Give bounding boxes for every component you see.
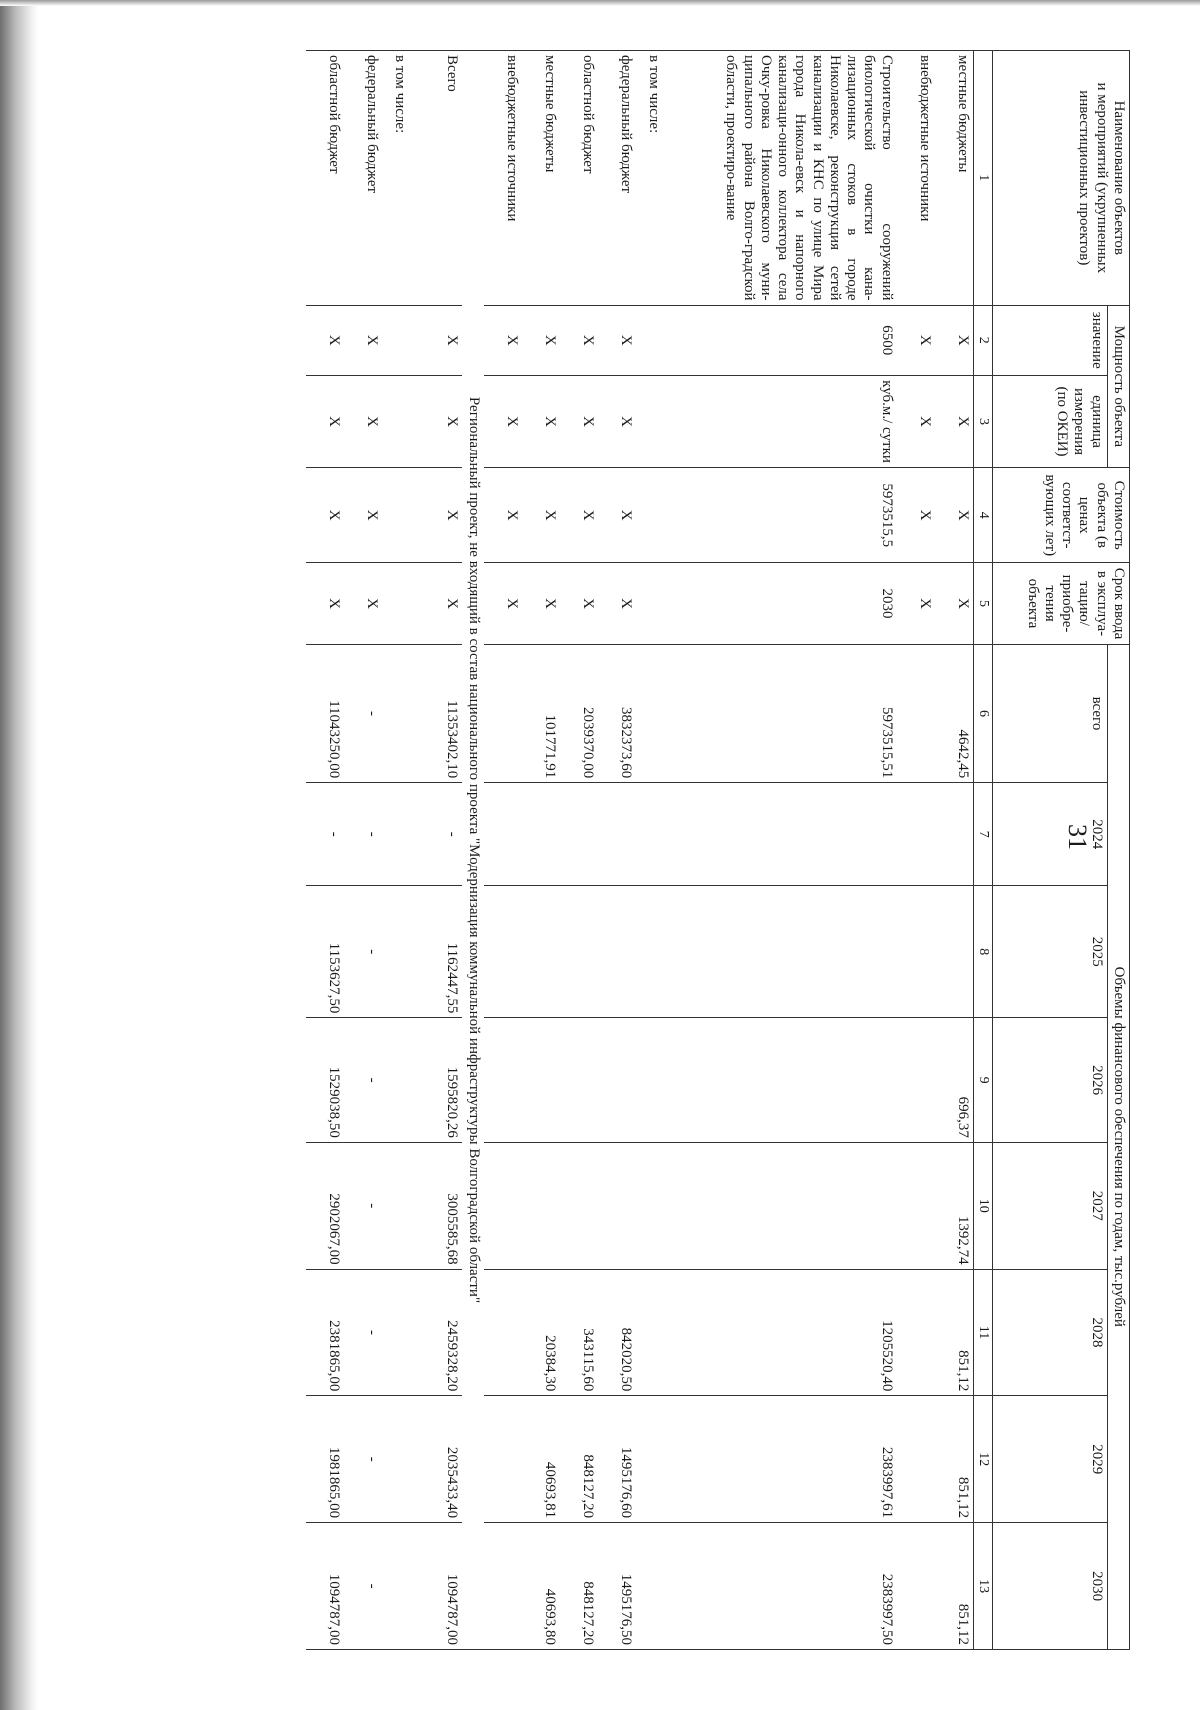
row-y2024 — [560, 783, 598, 886]
row-y2028: 851,12 — [935, 1269, 974, 1396]
row-y2026 — [598, 1018, 636, 1143]
row-name: местные бюджеты — [935, 51, 974, 306]
in-that-number-row — [382, 51, 414, 1650]
row-y2027: - — [344, 1142, 382, 1269]
total-y2028: 2459328,20 — [414, 1269, 462, 1396]
in-that-number-label: в том числе: — [636, 51, 668, 306]
total-y2024: - — [414, 783, 462, 886]
row-y2026: 696,37 — [935, 1018, 974, 1143]
total-name: Всего — [414, 51, 462, 306]
row-capacity-unit: X — [484, 375, 522, 467]
row-y2030 — [484, 1523, 522, 1650]
rotated-table-container — [140, 50, 1130, 1710]
row-y2024 — [897, 783, 935, 886]
row-y2030: - — [344, 1523, 382, 1650]
table-body — [306, 51, 973, 1650]
header-volumes: Объемы финансового обеспечения по годам, тыс.рублей — [1107, 644, 1129, 1649]
row-term: X — [484, 563, 522, 644]
table-row — [897, 51, 935, 1650]
row-y2029 — [897, 1396, 935, 1523]
row-y2030: 848127,20 — [560, 1523, 598, 1650]
row-y2027 — [522, 1142, 560, 1269]
row-y2028: 343115,60 — [560, 1269, 598, 1396]
row-y2026: 1529038,50 — [306, 1018, 344, 1143]
project-y2027 — [668, 1142, 897, 1269]
row-y2028: - — [344, 1269, 382, 1396]
row-name: местные бюджеты — [522, 51, 560, 306]
row-name: внебюджетные источники — [484, 51, 522, 306]
project-name: Строительство сооружений биологической очистки кана-лизационных стоков в городе Николаевске, реконструкция сетей канализации и КНС по улице Мира города Никола-евск и напорного канализаци-онного коллектора села Очку-ровка Николаевского муни-ципального района Волго-градской области, проектиро-вание — [668, 51, 897, 306]
row-capacity-unit: X — [935, 375, 974, 467]
table-row — [484, 51, 522, 1650]
row-total: 4642,45 — [935, 644, 974, 783]
row-capacity-value: X — [484, 305, 522, 375]
header-name-line2: и мероприятий (укрупненных инвестиционных проектов) — [1076, 82, 1110, 274]
in-that-number-label: в том числе: — [382, 51, 414, 306]
project-y2025 — [668, 886, 897, 1018]
table-row — [522, 51, 560, 1650]
project-capacity-unit: куб.м./ сутки — [668, 375, 897, 467]
row-y2027 — [598, 1142, 636, 1269]
row-y2029: 40693,81 — [522, 1396, 560, 1523]
total-y2025: 1162447,55 — [414, 886, 462, 1018]
total-y2030: 1094787,00 — [414, 1523, 462, 1650]
row-y2024 — [484, 783, 522, 886]
row-y2027 — [484, 1142, 522, 1269]
row-term: X — [522, 563, 560, 644]
row-capacity-value: X — [306, 305, 344, 375]
row-name: областной бюджет — [560, 51, 598, 306]
column-number: 12 — [973, 1396, 992, 1523]
column-number: 13 — [973, 1523, 992, 1650]
row-term: X — [935, 563, 974, 644]
column-number: 9 — [973, 1018, 992, 1143]
total-capacity-value: X — [414, 305, 462, 375]
row-y2028: 842020,50 — [598, 1269, 636, 1396]
row-total: 101771,91 — [522, 644, 560, 783]
row-capacity-value: X — [598, 305, 636, 375]
row-y2026 — [897, 1018, 935, 1143]
row-total — [897, 644, 935, 783]
total-term: X — [414, 563, 462, 644]
row-term: X — [560, 563, 598, 644]
row-y2024 — [935, 783, 974, 886]
scan-edge-shadow — [0, 0, 38, 1710]
total-capacity-unit: X — [414, 375, 462, 467]
row-y2030: 1094787,00 — [306, 1523, 344, 1650]
header-year: 2026 — [992, 1018, 1107, 1143]
column-number: 1 — [973, 51, 992, 306]
row-total: 2039370,00 — [560, 644, 598, 783]
row-y2028 — [484, 1269, 522, 1396]
table-row — [306, 51, 344, 1650]
row-name: областной бюджет — [306, 51, 344, 306]
row-y2025 — [560, 886, 598, 1018]
row-y2026 — [522, 1018, 560, 1143]
row-capacity-value: X — [935, 305, 974, 375]
row-cost: X — [560, 468, 598, 563]
row-y2030: 1495176,50 — [598, 1523, 636, 1650]
table-header — [973, 51, 1129, 1650]
regional-project-row — [462, 51, 483, 1650]
row-y2027 — [560, 1142, 598, 1269]
row-y2025 — [935, 886, 974, 1018]
project-y2028: 1205520,40 — [668, 1269, 897, 1396]
table-row — [598, 51, 636, 1650]
row-capacity-value: X — [560, 305, 598, 375]
row-y2029: - — [344, 1396, 382, 1523]
row-name: внебюджетные источники — [897, 51, 935, 306]
row-y2027: 2902067,00 — [306, 1142, 344, 1269]
total-cost: X — [414, 468, 462, 563]
header-name — [992, 51, 1129, 306]
project-term: 2030 — [668, 563, 897, 644]
header-cost: Стоимость объекта (в ценах соответст-вующих лет) — [992, 468, 1129, 563]
header-capacity-value: значение — [992, 305, 1107, 375]
row-cost: X — [344, 468, 382, 563]
column-number: 2 — [973, 305, 992, 375]
header-year: 2030 — [992, 1523, 1107, 1650]
row-cost: X — [598, 468, 636, 563]
row-capacity-unit: X — [897, 375, 935, 467]
project-total: 5973515,51 — [668, 644, 897, 783]
total-total: 11353402,10 — [414, 644, 462, 783]
row-capacity-unit: X — [344, 375, 382, 467]
row-y2028 — [897, 1269, 935, 1396]
row-y2029: 1495176,60 — [598, 1396, 636, 1523]
row-total: 11043250,00 — [306, 644, 344, 783]
column-number: 5 — [973, 563, 992, 644]
row-y2027: 1392,74 — [935, 1142, 974, 1269]
financing-table — [306, 50, 1130, 1650]
row-term: X — [598, 563, 636, 644]
row-y2029: 1981865,00 — [306, 1396, 344, 1523]
row-y2028: 2381865,00 — [306, 1269, 344, 1396]
row-name: федеральный бюджет — [598, 51, 636, 306]
row-y2026 — [484, 1018, 522, 1143]
row-total: 3832373,60 — [598, 644, 636, 783]
project-cost: 5973515,5 — [668, 468, 897, 563]
row-y2029 — [484, 1396, 522, 1523]
project-row — [668, 51, 897, 1650]
row-total — [484, 644, 522, 783]
row-capacity-value: X — [344, 305, 382, 375]
row-y2026 — [560, 1018, 598, 1143]
header-year: 2029 — [992, 1396, 1107, 1523]
row-y2024 — [522, 783, 560, 886]
row-y2025 — [522, 886, 560, 1018]
header-total: всего — [992, 644, 1107, 783]
row-name: федеральный бюджет — [344, 51, 382, 306]
table-row — [935, 51, 974, 1650]
row-capacity-unit: X — [522, 375, 560, 467]
row-total: - — [344, 644, 382, 783]
project-y2030: 2383997,50 — [668, 1523, 897, 1650]
total-y2029: 2035433,40 — [414, 1396, 462, 1523]
row-capacity-unit: X — [306, 375, 344, 467]
column-number: 3 — [973, 375, 992, 467]
row-y2030: 40693,80 — [522, 1523, 560, 1650]
total-y2026: 1595820,26 — [414, 1018, 462, 1143]
table-row — [344, 51, 382, 1650]
row-capacity-unit: X — [598, 375, 636, 467]
header-name-line1: Наименование объектов — [1111, 100, 1127, 255]
header-year: 2027 — [992, 1142, 1107, 1269]
row-capacity-unit: X — [560, 375, 598, 467]
project-capacity-value: 6500 — [668, 305, 897, 375]
row-y2030: 851,12 — [935, 1523, 974, 1650]
row-cost: X — [935, 468, 974, 563]
project-y2029: 2383997,61 — [668, 1396, 897, 1523]
row-capacity-value: X — [522, 305, 560, 375]
table-row — [560, 51, 598, 1650]
rotated-table-wrapper — [326, 50, 1200, 1645]
header-year: 2028 — [992, 1269, 1107, 1396]
header-term: Срок ввода в эксплуа-тацию/ приобре-тения объекта — [992, 563, 1129, 644]
in-that-number-row — [636, 51, 668, 1650]
column-number: 11 — [973, 1269, 992, 1396]
row-y2029: 848127,20 — [560, 1396, 598, 1523]
header-year: 2024 — [992, 783, 1107, 886]
row-y2025 — [598, 886, 636, 1018]
row-y2025 — [484, 886, 522, 1018]
column-number: 8 — [973, 886, 992, 1018]
total-row — [414, 51, 462, 1650]
row-y2029: 851,12 — [935, 1396, 974, 1523]
column-number: 4 — [973, 468, 992, 563]
header-year: 2025 — [992, 886, 1107, 1018]
row-cost: X — [897, 468, 935, 563]
row-term: X — [306, 563, 344, 644]
row-y2028: 20384,30 — [522, 1269, 560, 1396]
project-y2024 — [668, 783, 897, 886]
header-capacity: Мощность объекта — [1107, 305, 1129, 468]
row-cost: X — [484, 468, 522, 563]
regional-project-title: Региональный проект, не входящий в состав национального проекта "Модернизация коммунальной инфраструктуры Волгоградской области" — [462, 51, 483, 1650]
row-y2024: - — [306, 783, 344, 886]
row-cost: X — [522, 468, 560, 563]
row-y2025: - — [344, 886, 382, 1018]
header-capacity-unit: единица измерения (по ОКЕИ) — [992, 375, 1107, 467]
row-y2030 — [897, 1523, 935, 1650]
row-term: X — [344, 563, 382, 644]
scan-top-shadow — [0, 0, 1200, 6]
row-capacity-value: X — [897, 305, 935, 375]
row-term: X — [897, 563, 935, 644]
column-number: 10 — [973, 1142, 992, 1269]
row-y2025: 1153627,50 — [306, 886, 344, 1018]
page-number: 31 — [1063, 824, 1092, 850]
row-y2026: - — [344, 1018, 382, 1143]
column-number: 7 — [973, 783, 992, 886]
row-y2027 — [897, 1142, 935, 1269]
row-y2024 — [598, 783, 636, 886]
column-number: 6 — [973, 644, 992, 783]
project-y2026 — [668, 1018, 897, 1143]
row-cost: X — [306, 468, 344, 563]
total-y2027: 3005585,68 — [414, 1142, 462, 1269]
row-y2025 — [897, 886, 935, 1018]
row-y2024: - — [344, 783, 382, 886]
